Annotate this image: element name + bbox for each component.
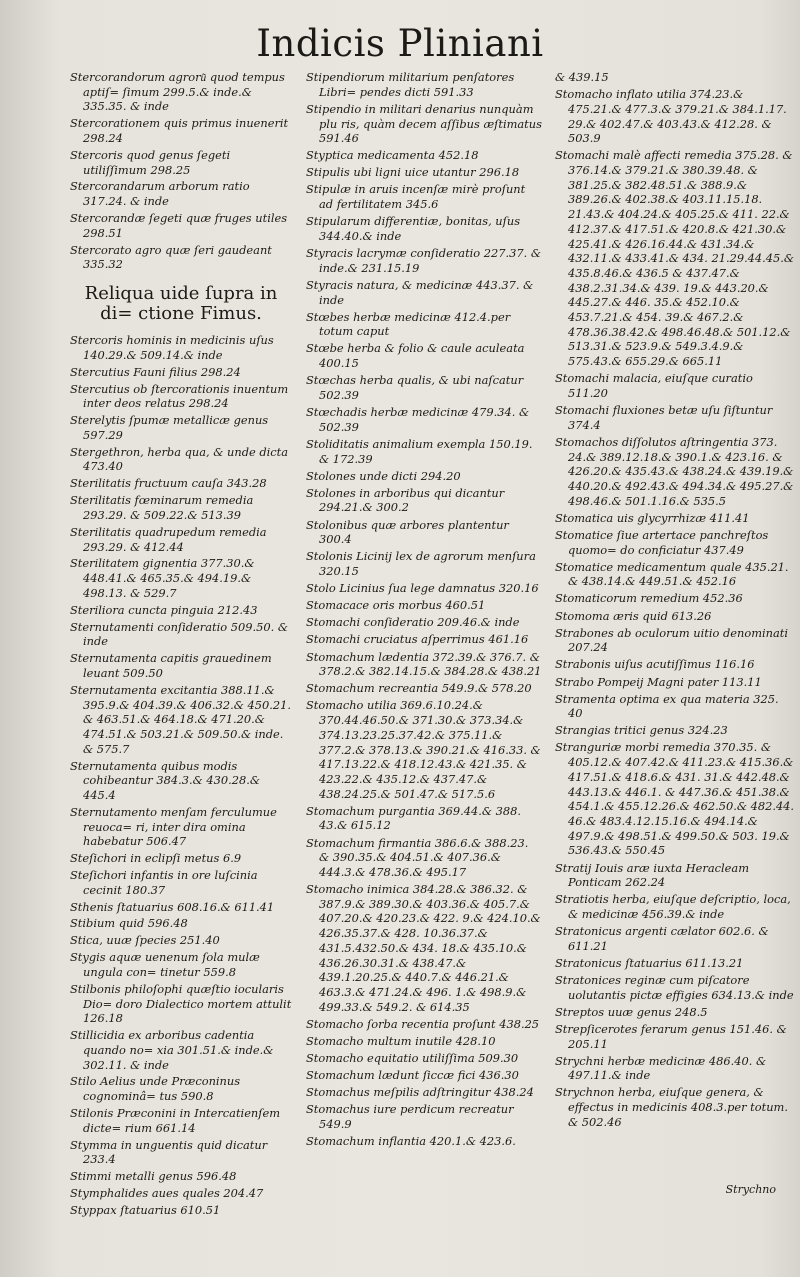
index-entry: Strychnon herba, eiuſque genera, & effectus in medicinis 408.3.per totum. & 502.46 [555, 1085, 788, 1129]
index-entry: Stomachum inflantia 420.1.& 423.6. [306, 1134, 516, 1148]
index-entry: Stercorandorum agroru͂ quod tempus aptiſ= ſimum 299.5.& inde.& 335.35. & inde [70, 70, 285, 114]
index-entry: Stratiotis herba, eiuſque deſcriptio, loca, & medicinæ 456.39.& inde [555, 892, 791, 921]
index-entry: Stomaticorum remedium 452.36 [555, 591, 743, 606]
index-entry: Stomatica uis glycyrrhizæ 411.41 [555, 510, 750, 525]
index-entry: Steriliora cuncta pinguia 212.43 [70, 602, 258, 617]
index-entry: Stomacho equitatio utiliſſima 509.30 [306, 1050, 519, 1065]
index-entry: Strabonis uiſus acutiſſimus 116.16 [555, 657, 755, 672]
index-entry: Sterilitatem gignentia 377.30.& 448.41.& 465.35.& 494.19.& 498.13. & 529.7 [70, 556, 255, 600]
index-entry: Stomacho multum inutile 428.10 [306, 1033, 496, 1048]
index-entry: Stipulis ubi ligni uice utantur 296.18 [306, 165, 520, 180]
index-entry: Strabones ab oculorum uitio denominati 207.24 [555, 625, 788, 655]
index-entry: Sterilitatis quadrupedum remedia 293.29. & 412.44 [70, 524, 267, 554]
index-column-1 [70, 70, 292, 1220]
index-entry: Sternutamenti conſideratio 509.50. & inde [70, 619, 288, 649]
index-entry: Strangias tritici genus 324.23 [555, 723, 728, 738]
index-entry: Sternutamenta capitis grauedinem leuant 509.50 [70, 651, 272, 680]
index-entry: Stomatice medicamentum quale 435.21. & 438.14.& 449.51.& 452.16 [555, 559, 789, 589]
index-entry: Stomacho utilia 369.6.10.24.& 370.44.46.50.& 371.30.& 373.34.& 374.13.23.25.37.42.& 375.11.& 377.2.& 378.13.& 390.21.& 416.33. & 417.13.22.& 418.12.43.& 421.35. & 423.22.& 435.12.& 437.47.& 438.24.25.& 501.47.& 517.5.6 [306, 698, 541, 801]
index-entry: Stercutius Fauni filius 298.24 [70, 364, 241, 379]
index-entry: Sternutamenta excitantia 388.11.& 395.9.& 404.39.& 406.32.& 450.21. & 463.51.& 464.18.& 471.20.& 474.51.& 503.21.& 509.50.& inde. & 575.7 [70, 682, 291, 756]
index-entry: Stœchas herba qualis, & ubi naſcatur 502.39 [306, 373, 524, 402]
index-entry: Stolones unde dicti 294.20 [306, 468, 461, 483]
index-entry: Stergethron, herba qua, & unde dicta 473.40 [70, 444, 289, 474]
index-entry: Stomachus iure perdicum recreatur 549.9 [306, 1102, 514, 1131]
index-entry: Steſichori infantis in ore luſcinia cecinit 180.37 [70, 867, 258, 897]
section-heading: Reliqua uide ſupra in di= ctione Fimus. [84, 283, 278, 325]
index-entry: Stolonibus quæ arbores plantentur 300.4 [306, 517, 509, 547]
index-entry: Stratij Iouis aræ iuxta Heracleam Ponticam 262.24 [555, 860, 750, 890]
index-entry: Stomachum lædentia 372.39.& 376.7. & 378.2.& 382.14.15.& 384.28.& 438.21 [306, 649, 542, 679]
index-entry: Stymphalides aues quales 204.47 [70, 1186, 264, 1201]
index-entry: Stilbonis philoſophi quæſtio iocularis Dio= doro Dialectico mortem attulit 126.18 [70, 981, 292, 1026]
index-entry: Stercutius ob ſtercorationis inuentum inter deos relatus 298.24 [70, 381, 289, 411]
index-entry: Sthenis ſtatuarius 608.16.& 611.41 [70, 899, 275, 914]
index-entry: Sternutamento menſam ferculumue reuoca= ri, inter dira omina habebatur 506.47 [70, 804, 277, 849]
index-entry: Stomachos diſſolutos aſtringentia 373. 24.& 389.12.18.& 390.1.& 423.16. & 426.20.& 435.43.& 438.24.& 439.19.& 440.20.& 492.43.& 494.34.& 495.27.& 498.46.& 501.1.16.& 535.5 [555, 434, 794, 508]
index-entry: Stygis aquæ uenenum ſola mulæ ungula con= tinetur 559.8 [70, 950, 260, 979]
index-entry: Stomachum lædunt ſiccæ fici 436.30 [306, 1068, 519, 1083]
index-entry: Stomachum firmantia 386.6.& 388.23. & 390.35.& 404.51.& 407.36.& 444.3.& 478.36.& 495.17 [306, 835, 529, 879]
index-entry: Stolonis Licinij lex de agrorum menſura 320.15 [306, 549, 536, 579]
index-entry: Stœchadis herbæ medicinæ 479.34. & 502.39 [306, 405, 530, 434]
index-entry: Stipulæ in aruis incenſæ mirè proſunt ad fertilitatem 345.6 [306, 182, 526, 212]
index-entry: Stomoma æris quid 613.26 [555, 608, 712, 623]
index-entry: Stratonicus ſtatuarius 611.13.21 [555, 955, 744, 970]
index-entry: Stilo Aelius unde Præconinus cognominâ= tus 590.8 [70, 1074, 241, 1104]
index-entry: Stomachum recreantia 549.9.& 578.20 [306, 681, 532, 696]
index-entry: Stercorandarum arborum ratio 317.24. & inde [70, 179, 250, 209]
index-column-2 [306, 70, 542, 1151]
index-entry: Stoliditatis animalium exempla 150.19. & 172.39 [306, 436, 533, 466]
index-entry: Stipendiorum militarium penſatores Libri= pendes dicti 591.33 [306, 70, 515, 99]
index-entry: Stranguriæ morbi remedia 370.35. & 405.12.& 407.42.& 411.23.& 415.36.& 417.51.& 418.6.& 431. 31.& 442.48.& 443.13.& 446.1. & 447.36.& 451.38.& 454.1.& 455.12.26.& 462.50.& 482.44. 46.& 483.4.12.15.16.& 494.14.& 497.9.& 498.51.& 499.50.& 503. 19.& 536.43.& 550.45 [555, 740, 795, 858]
index-entry: Styracis natura, & medicinæ 443.37. & inde [306, 277, 534, 307]
index-entry: & 439.15 [555, 70, 609, 84]
index-entry: Stomacace oris morbus 460.51 [306, 598, 486, 613]
index-entry: Strabo Pompeij Magni pater 113.11 [555, 674, 762, 689]
index-entry: Stercoris hominis in medicinis uſus 140.29.& 509.14.& inde [70, 333, 274, 362]
index-entry: Stercoris quod genus ſegeti utiliſſimum 298.25 [70, 147, 231, 177]
index-entry: Stomatice ſiue artertace panchreſtos quomo= do conficiatur 437.49 [555, 527, 769, 557]
index-entry: Styptica medicamenta 452.18 [306, 148, 479, 163]
index-entry: Sterilitatis fœminarum remedia 293.29. & 509.22.& 513.39 [70, 493, 254, 522]
index-entry: Stomachi malè affecti remedia 375.28. & 376.14.& 379.21.& 380.39.48. & 381.25.& 382.48.51.& 388.9.& 389.26.& 402.38.& 403.11.15.18. 21.43.& 404.24.& 405.25.& 411. 22.& 412.37.& 417.51.& 420.8.& 421.30.& 425.41.& 426.16.44.& 431.34.& 432.11.& 433.41.& 434. 21.29.44.45.& 435.8.46.& 436.5 & 437.47.& 438.2.31.34.& 439. 19.& 443.20.& 445.27.& 446. 35.& 452.10.& 453.7.21.& 454. 39.& 467.2.& 478.36.38.42.& 498.46.48.& 501.12.& 513.31.& 523.9.& 549.3.4.9.& 575.43.& 655.29.& 665.11 [555, 148, 795, 369]
index-entry: Stœbes herbæ medicinæ 412.4.per totum caput [306, 309, 511, 339]
index-entry: Stramenta optima ex qua materia 325. 40 [555, 691, 779, 721]
index-entry: Stipendio in militari denarius nunquàm plu ris, quàm decem aſſibus æſtimatus 591.46 [306, 101, 542, 146]
index-entry: Stomacho ſorba recentia proſunt 438.25 [306, 1016, 540, 1031]
index-entry: Styppax ſtatuarius 610.51 [70, 1203, 221, 1217]
index-entry: Stillicidia ex arboribus cadentia quando no= xia 301.51.& inde.& 302.11. & inde [70, 1028, 274, 1072]
index-entry: Styracis lacrymæ conſideratio 227.37. & inde.& 231.15.19 [306, 246, 541, 275]
index-entry: Streptos uuæ genus 248.5 [555, 1004, 708, 1019]
index-entry: Sterelytis ſpumæ metallicæ genus 597.29 [70, 413, 269, 442]
index-entry: Stomachi cruciatus aſperrimus 461.16 [306, 632, 529, 647]
index-entry: Stercorato agro quæ ſeri gaudeant 335.32 [70, 242, 272, 272]
index-entry: Stomachi malacia, eiuſque curatio 511.20 [555, 371, 753, 400]
index-entry: Sternutamenta quibus modis cohibeantur 384.3.& 430.28.& 445.4 [70, 758, 260, 802]
index-entry: Stomacho inflato utilia 374.23.& 475.21.& 477.3.& 379.21.& 384.1.17. 29.& 402.47.& 403.43.& 412.28. & 503.9 [555, 87, 787, 146]
index-entry: Stomachi fluxiones betæ uſu ſiſtuntur 374.4 [555, 403, 773, 432]
index-entry: Stratonicus argenti cælator 602.6. & 611.21 [555, 924, 769, 953]
index-entry: Sterilitatis fructuum cauſa 343.28 [70, 476, 267, 491]
index-entry: Stomachi conſideratio 209.46.& inde [306, 615, 520, 630]
index-entry: Stilonis Præconini in Intercatienſem dicte= rium 661.14 [70, 1106, 281, 1135]
index-column-3 [555, 70, 795, 1132]
index-entry: Stolo Licinius ſua lege damnatus 320.16 [306, 581, 539, 596]
index-entry: Stipularum differentiæ, bonitas, uſus 344.40.& inde [306, 214, 521, 243]
index-entry: Stimmi metalli genus 596.48 [70, 1169, 237, 1184]
index-entry: Stymma in unguentis quid dicatur 233.4 [70, 1137, 268, 1167]
index-entry: Strychni herbæ medicinæ 486.40. & 497.11.& inde [555, 1053, 767, 1083]
index-entry: Stomachum purgantia 369.44.& 388. 43.& 615.12 [306, 803, 522, 833]
index-entry: Stomacho inimica 384.28.& 386.32. & 387.9.& 389.30.& 403.36.& 405.7.& 407.20.& 420.23.& 422. 9.& 424.10.& 426.35.37.& 428. 10.36.37.& 431.5.432.50.& 434. 18.& 435.10.& 436.26.30.31.& 438.47.& 439.1.20.25.& 440.7.& 446.21.& 463.3.& 471.24.& 496. 1.& 498.9.& 499.33.& 549.2. & 614.35 [306, 882, 541, 1014]
index-entry: Stica, uuæ ſpecies 251.40 [70, 933, 220, 948]
index-entry: Stratonices reginæ cum piſcatore uolutantis pictæ effigies 634.13.& inde [555, 972, 794, 1002]
index-entry: Strepſicerotes ferarum genus 151.46. & 205.11 [555, 1021, 787, 1051]
index-entry: Stercorandæ ſegeti quæ fruges utiles 298.51 [70, 211, 288, 240]
index-entry: Stœbe herba & folio & caule aculeata 400.15 [306, 341, 525, 371]
index-entry: Stomachus meſpilis adſtringitur 438.24 [306, 1085, 534, 1100]
index-entry: Stibium quid 596.48 [70, 916, 188, 931]
page-title: Indicis Pliniani [256, 22, 544, 65]
index-entry: Stolones in arboribus qui dicantur 294.21.& 300.2 [306, 485, 505, 515]
index-entry: Steſichori in eclipſi metus 6.9 [70, 851, 242, 866]
catchword: Strychno [725, 1183, 776, 1196]
index-entry: Stercorationem quis primus inuenerit 298.24 [70, 116, 289, 145]
